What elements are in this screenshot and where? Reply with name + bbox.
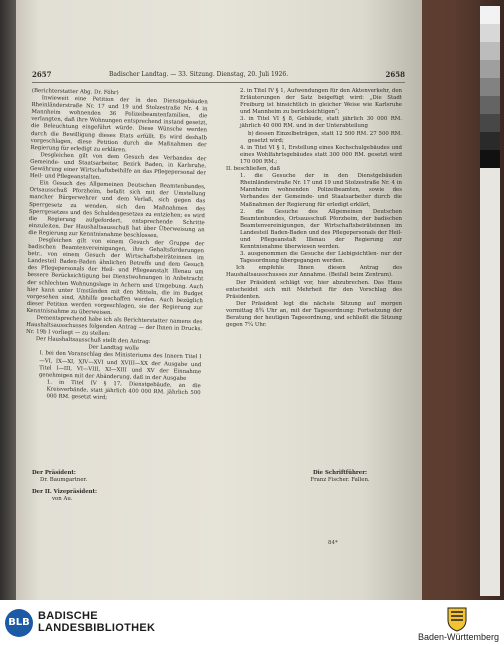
secretaries-label: Die Schriftführer: <box>312 470 368 476</box>
paragraph: 4. in Titel VI § 1, Erstellung eines Kochschulgebäudes und eines Wohlfahrtsgebäudes statt 300 000 RM. gesetzt wird 170 000 RM.; <box>240 144 402 165</box>
book-spine-shadow <box>0 0 16 600</box>
paragraph: II. beschließen, daß <box>226 166 281 173</box>
document-page <box>16 0 423 600</box>
library-name-line2: LANDESBIBLIOTHEK <box>38 622 156 634</box>
state-name: Baden-Württemberg <box>417 632 499 642</box>
paragraph: 2. in Titel IV § 1, Aufwendungen für den Aktenverkehr, den Erläuterungen der Satz beigefügt wird: „Die Stadt Freiburg ist hinsichtlich in gleicher Weise wie Karlsruhe und Mannheim zu berücksichtigen“; <box>240 88 402 116</box>
signature-right <box>300 470 380 485</box>
left-column <box>24 88 208 404</box>
paragraph: 1. die Gesuche der in den Dienstgebäuden Rheinländerstraße Nr. 17 und 19 und Stolzestraße Nr. 4 in Mannheim wohnenden Polizeibeamten, sowie des Verbandes der Gemeinde- und Staatsarbeiter durch die Maßnahmen der Regierung für erledigt erklärt, <box>240 173 402 208</box>
header-rule <box>32 82 405 83</box>
vice-president-label: Der II. Vizepräsident: <box>32 488 98 495</box>
paragraph: (Berichterstatter Abg. Dr. Föhr) <box>31 88 119 97</box>
paragraph: Ich empfehle Ihnen diesen Antrag des Haushaltsausschusses zur Annahme. (Beifall beim Zentrum). <box>226 265 402 279</box>
running-title: Badischer Landtag. — 33. Sitzung. Dienstag, 20. Juli 1926. <box>109 71 289 78</box>
paragraph: Ein Gesuch des Allgemeinen Deutschen Beamtenbundes, Ortsausschuß Pforzheim, befaßt sich mit der Umstellung mancher Bürgerwehrer und dem Verlaß, sich gegen das Sperrgesetz zu wenden, sich den Maßnahmen des Sperrgesetzes und des Schuldengesetzes zu entziehen; es wird die Regierung aufgefordert, entsprechende Schritte einzuleiten. Der Haushaltsausschuß hat über Überweisung an die Regierung zur Kenntnisnahme beschlossen. <box>28 180 206 240</box>
paragraph: Dementsprechend habe ich als Berichterstatter namens des Haushaltsausschusses folgenden Antrag — der Ihnen in Drucks. Nr. 19b I vorliegt — zu stellen: <box>25 315 203 338</box>
vice-president-name: von Au. <box>52 495 73 502</box>
baden-wuerttemberg-crest-icon <box>445 606 469 632</box>
right-column <box>226 88 402 329</box>
secretaries-names: Franz Fischer. Fallen. <box>310 477 370 484</box>
paragraph: 3. ausgenommen die Gesuche der Liebigsichtlen- nur der Tagesordnung übergegangen werden. <box>240 251 402 265</box>
paragraph: Inwieweit eine Petition der in den Dienstgebäuden Rheinländerstraße Nr. 17 und 19 und Stolzestraße Nr. 4 in Mannheim wohnenden 36 Polizeibeamtenfamilien, die verlangten, daß ihre Wohnungen entsprechend instand gesetzt, die Beleuchtung eingeführt würde. Diese Wünsche werden durch die Bewilligung dieses Etats erfüllt. Es wird deshalb vorgeschlagen, diese Petition durch die Maßnahmen der Regierung für erledigt zu erklären. <box>30 95 208 154</box>
paragraph: 3. in Titel VI § 8, Gebäude, statt jährlich 30 000 RM. jährlich 40 000 RM. und in der Unterabteilung <box>240 116 402 130</box>
page-header <box>32 70 405 82</box>
signature-left <box>32 470 182 503</box>
paragraph: Der Präsident schlägt vor, hier abzubrechen. Das Haus entscheidet sich mit Mehrheit für den Vorschlag des Präsidenten. <box>226 279 402 300</box>
book-edge-right <box>422 0 504 600</box>
page-number-left: 2657 <box>32 70 52 79</box>
paragraph: I. bei den Voranschlag des Ministeriums des Innern Titel I—VI, IX—XI, XIV—XVI und XVIII—XX der Ausgabe und Titel I—III, VI—VIII, XI—XIII und XV der Einnahme genehmigen mit der Abänderung, daß in der Ausgabe <box>38 350 202 382</box>
paragraph: 2. die Gesuche des Allgemeinen Deutschen Beamtenbundes, Ortsausschuß Pforzheim, der badischen Beamtenvereinigungen, der Wirtschaftsbeiräteinnen im Landesteil Baden-Baden und des Pflegepersonals der Heil- und Pflegeanstalt Illenau der Regierung zur Kenntnisnahme überwiesen werden. <box>240 208 402 251</box>
paragraph: Der Präsident legt die nächste Sitzung auf morgen vormittag 8¾ Uhr an, mit der Tagesordnung: Fortsetzung der Beratung der heutigen Tagesordnung, und schließt die Sitzung gegen 7¼ Uhr. <box>226 300 402 329</box>
blb-logo-icon: BLB <box>5 609 33 637</box>
president-name: Dr. Baumgartner. <box>40 477 88 484</box>
paragraph: Der Haushaltsausschuß stellt den Antrag: <box>35 336 151 346</box>
paragraph: Desgleichen gilt von einem Gesuch der Gruppe der badischen Beamtenvereinigungen, ihre Gehaltsforderungen betr., von einem Gesuch der Wirtschaftsbeiräteinnen im Landesteil Baden-Baden ähnlichen Betreffs und dem Gesuch des Pflegepersonals der Heil- und Pflegeanstalt Illenau um bessere Berücksichtigung bei Dienstwohnungen in Anbetracht der schlechten Wohnungslage in Achern und Umgebung. Auch hier kann unter Umständen mit den Mitteln, die im Budget vorgesehen sind, Abhilfe geschaffen werden. Auch bezüglich dieser Petition werden vorgeschlagen, sie der Regierung zur Kenntnisnahme zu überweisen. <box>26 237 205 316</box>
paragraph: Der Landtag wolle <box>88 344 140 353</box>
president-label: Der Präsident: <box>32 470 76 476</box>
page-signature-mark: 84* <box>328 540 338 546</box>
library-name-line1: BADISCHE <box>38 610 98 622</box>
paragraph: b) dessen Einzelbeträgen, statt 12 500 RM. 27 500 RM. gesetzt wird; <box>248 130 402 144</box>
color-calibration-strip <box>480 6 500 596</box>
footer-bar <box>0 600 504 645</box>
library-name <box>38 610 155 634</box>
paragraph: Desgleichen gilt von dem Gesuch des Verbandes der Gemeinde- und Staatsarbeiter, Bezirk Baden, in Karlsruhe, Gewährung einer Wirtschaftsbeihilfe an das Pflegepersonal der Heil- und Pflegeanstalten. <box>29 152 207 181</box>
paragraph: 1. in Titel IV § 17, Dienstgebäude, an die Kreisverbände, statt jährlich 400 000 RM. jährlich 500 000 RM. gesetzt wird; <box>46 379 201 401</box>
page-number-right: 2658 <box>385 70 405 79</box>
